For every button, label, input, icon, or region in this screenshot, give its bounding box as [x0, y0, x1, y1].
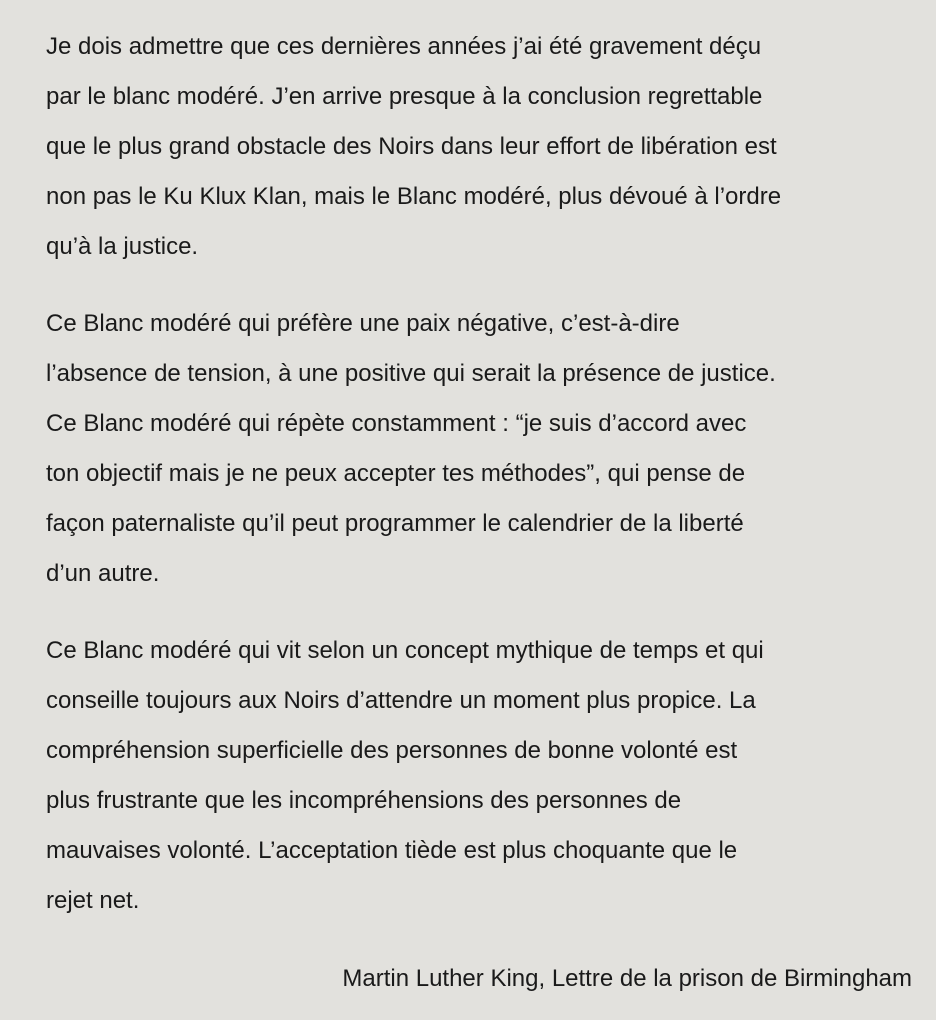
quote-paragraph-2: Ce Blanc modéré qui préfère une paix négative, c’est-à-dire l’absence de tension, à une positive qui serait la présence de justice. Ce Blanc modéré qui répète constamment : “je suis d’accord avec ton objectif mais je ne peux accepter tes méthodes”, qui pense de façon paternaliste qu’il peut programmer le calendrier de la liberté d’un autre. — [46, 310, 776, 587]
quote-attribution: Martin Luther King, Lettre de la prison de Birmingham — [342, 965, 912, 992]
quote-paragraph-1: Je dois admettre que ces dernières années j’ai été gravement déçu par le blanc modéré. J’en arrive presque à la conclusion regrettable que le plus grand obstacle des Noirs dans leur effort de libération est non pas le Ku Klux Klan, mais le Blanc modéré, plus dévoué à l’ordre qu’à la justice. — [46, 33, 782, 260]
quote-paragraph-3: Ce Blanc modéré qui vit selon un concept mythique de temps et qui conseille toujours aux Noirs d’attendre un moment plus propice. La compréhension superficielle des personnes de bonne volonté est plus frustrante que les incompréhensions des personnes de mauvaises volonté. L’acceptation tiède est plus choquante que le rejet net. — [46, 637, 764, 914]
